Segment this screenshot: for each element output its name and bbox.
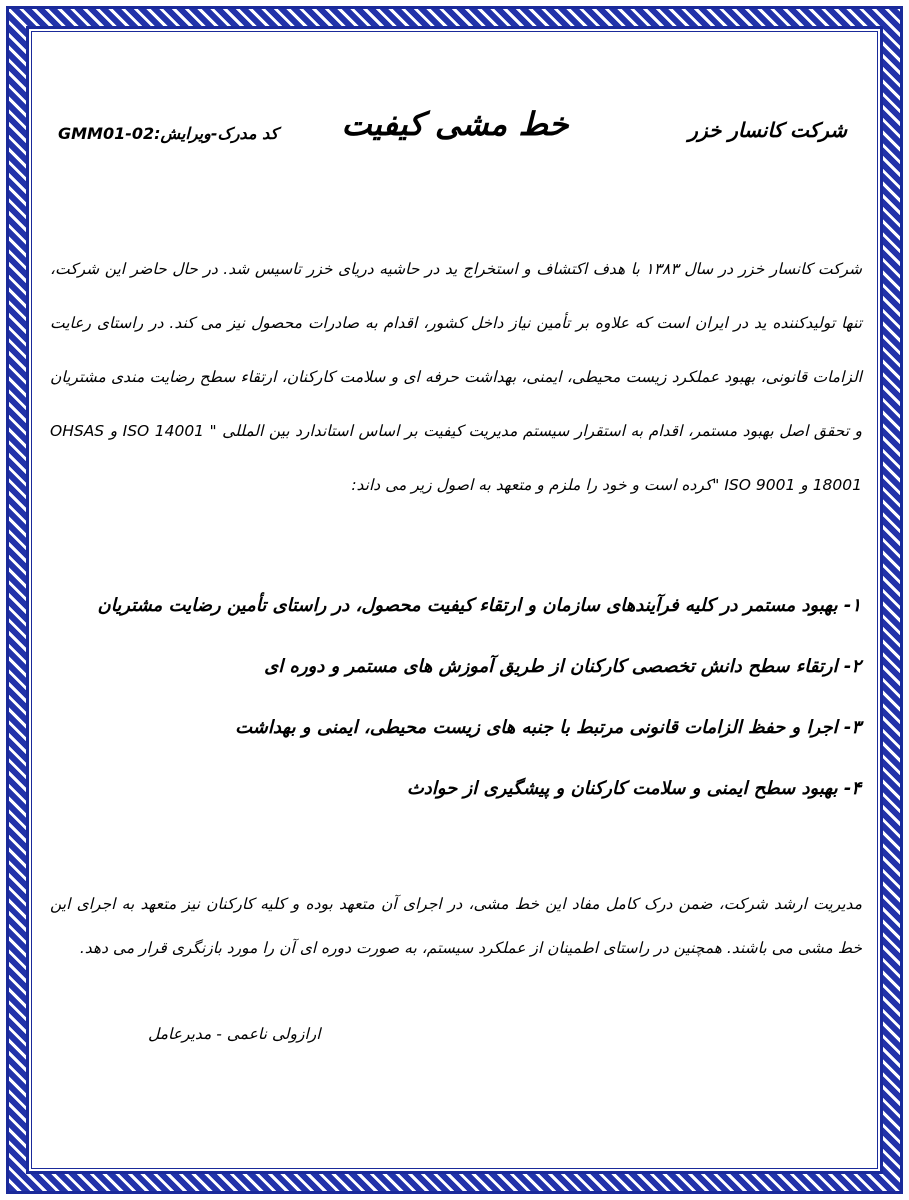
principle-item: ۴- بهبود سطح ایمنی و سلامت کارکنان و پیشگیری از حوادث [406,778,861,799]
principle-item: ۲- ارتقاء سطح دانش تخصصی کارکنان از طریق آموزش های مستمر و دوره ای [264,656,861,677]
intro-paragraph: شرکت کانسار خزر در سال ۱۳۸۳ با هدف اکتشاف و استخراج ید در حاشیه دریای خزر تاسیس شد. در حال حاضر این شرکت، تنها تولیدکننده ید در ایران است که علاوه بر تأمین نیاز داخل کشور، اقدام به صادرات محصول نیز می کند. در راستای رعایت الزامات قانونی، بهبود عملکرد زیست محیطی، ایمنی، بهداشت حرفه ای و سلامت کارکنان، ارتقاء سطح رضایت مندی مشتریان و تحقق اصل بهبود مستمر، اقدام به استقرار سیستم مدیریت کیفیت بر اساس استاندارد بین المللی " ISO 14001 و OHSAS 18001 و ISO 9001 "کرده است و خود را ملزم و متعهد به اصول زیر می داند: [50,260,862,494]
principle-item: ۱- بهبود مستمر در کلیه فرآیندهای سازمان و ارتقاء کیفیت محصول، در راستای تأمین رضایت مشتریان [97,595,861,616]
closing-paragraph: مدیریت ارشد شرکت، ضمن درک کامل مفاد این خط مشی، در اجرای آن متعهد بوده و کلیه کارکنان نیز متعهد به اجرای این خط مشی می باشند. همچنین در راستای اطمینان از عملکرد سیستم، به صورت دوره ای آن را مورد بازنگری قرار می دهد. [50,895,862,957]
principles-list [81,586,861,830]
document-title: خط مشی کیفیت [341,105,569,143]
signature-line: ارازولی ناعمی - مدیرعامل [148,1025,321,1043]
document-code: کد مدرک-ویرایش:GMM01-02 [58,124,279,143]
company-name: شرکت کانسار خزر [688,118,847,142]
principle-item: ۳- اجرا و حفظ الزامات قانونی مرتبط با جنبه های زیست محیطی، ایمنی و بهداشت [235,717,861,738]
